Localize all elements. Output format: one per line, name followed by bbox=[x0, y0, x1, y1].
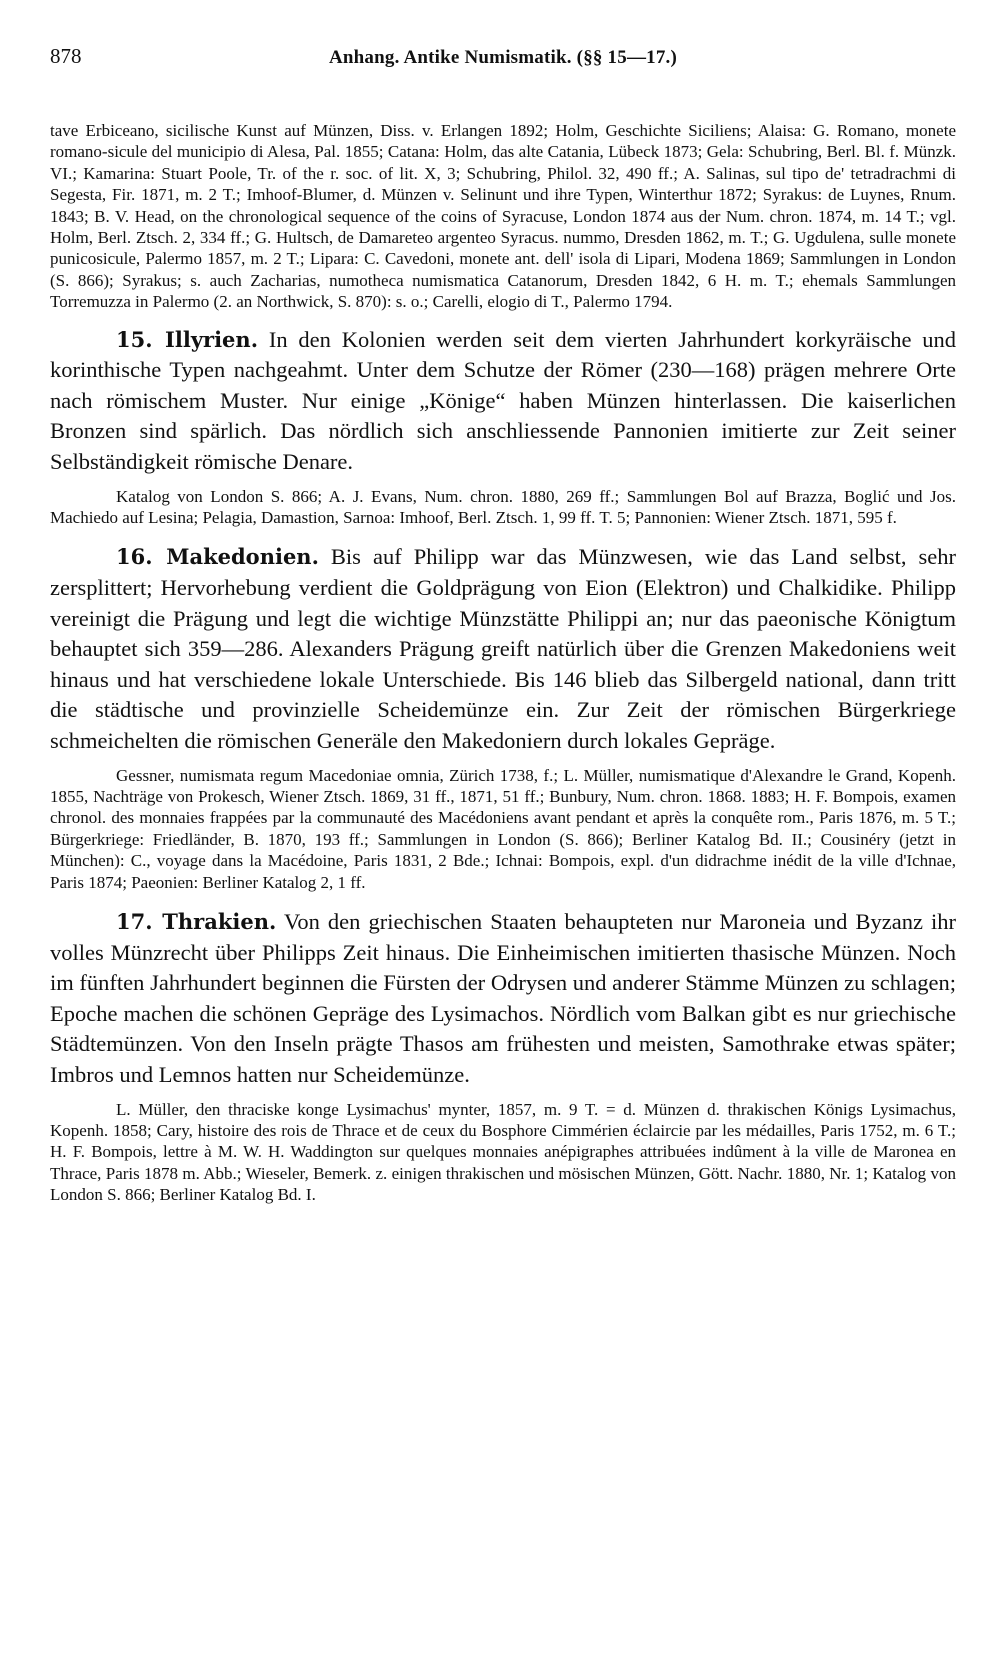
page-number: 878 bbox=[50, 44, 82, 68]
section-title: 16. Makedonien. bbox=[116, 544, 319, 570]
section-notes: Gessner, numismata regum Macedoniae omnia, Zürich 1738, f.; L. Müller, numismatique d'Alexandre le Grand, Kopenh. 1855, Nachträge von Prokesch, Wiener Ztsch. 1869, 31 ff., 1871, 51 ff.; Bunbury, Num. chron. 1868. 1883; H. F. Bompois, examen chronol. des monnaies frappées par la communauté des Macédoniens avant pendant et après la conquête rom., Paris 1876, m. 5 T.; Bürgerkriege: Friedländer, B. 1870, 193 ff.; Sammlungen in London (S. 866); Berliner Katalog Bd. II.; Cousinéry (jetzt in München): C., voyage dans la Macédoine, Paris 1831, 2 Bde.; Ichnai: Bompois, expl. d'un didrachme inédit de la ville d'Ichnae, Paris 1874; Paeonien: Berliner Katalog 2, 1 ff. bbox=[50, 765, 956, 892]
section-text: In den Kolonien werden seit dem vierten Jahrhundert korkyräische und korinthische Typen nachgeahmt. Unter dem Schutze der Römer (230—168) prägen mehrere Orte nach römischem Muster. Nur einige „Könige“ haben Münzen hinterlassen. Die kaiserlichen Bronzen sind spärlich. Das nördlich sich anschliessende Pannonien imitierte zur Zeit seiner Selbständigkeit römische Denare. bbox=[50, 326, 957, 475]
section-paragraph bbox=[50, 325, 956, 478]
section-text: Von den griechischen Staaten behaupteten nur Maroneia und Byzanz ihr volles Münzrecht über Philipps Zeit hinaus. Die Einheimischen imitierten thasische Münzen. Noch im fünften Jahrhundert beginnen die Fürsten der Odrysen und anderer Stämme Münzen zu schlagen; Epoche machen die schönen Gepräge des Lysimachos. Nördlich vom Balkan gibt es nur griechische Städtemünzen. Von den Inseln prägte Thasos am frühesten und meisten, Samothrake etwas später; Imbros und Lemnos hatten nur Scheidemünze. bbox=[50, 909, 956, 1087]
page-header bbox=[50, 44, 956, 84]
section-paragraph bbox=[50, 907, 956, 1091]
section-title: 15. Illyrien. bbox=[116, 326, 259, 352]
running-title: Anhang. Antike Numismatik. (§§ 15—17.) bbox=[328, 47, 678, 68]
section-text: Bis auf Philipp war das Münzwesen, wie das Land selbst, sehr zersplittert; Hervorhebung verdient die Goldprägung von Eion (Elektron) und Chalkidike. Philipp vereinigt die Prägung und legt die wichtige Münzstätte Philippi an; nur das paeonische Königtum behauptet sich 359—286. Alexanders Prägung greift natürlich über die Grenzen Makedoniens weit hinaus und hat verschiedene lokale Unterschiede. Bis 146 blieb das Silbergeld national, dann tritt die städtische und provinzielle Scheidemünze ein. Zur Zeit der römischen Bürgerkriege schmeichelten die römischen Generäle den Makedoniern durch lokales Gepräge. bbox=[50, 544, 957, 753]
section-notes: L. Müller, den thraciske konge Lysimachus' mynter, 1857, m. 9 T. = d. Münzen d. thrakischen Königs Lysimachus, Kopenh. 1858; Cary, histoire des rois de Thrace et de ceux du Bosphore Cimmérien éclaircie par les médailles, Paris 1752, m. 6 T.; H. F. Bompois, lettre à M. W. H. Waddington sur quelques monnaies anépigraphes attribuées indûment à la ville de Maronea en Thrace, Paris 1878 m. Abb.; Wieseler, Bemerk. z. einigen thrakischen und mösischen Münzen, Gött. Nachr. 1880, Nr. 1; Katalog von London S. 866; Berliner Katalog Bd. I. bbox=[50, 1099, 956, 1205]
top-references: tave Erbiceano, sicilische Kunst auf Münzen, Diss. v. Erlangen 1892; Holm, Geschichte Siciliens; Alaisa: G. Romano, monete romano-sicule del municipio di Alesa, Pal. 1855; Catana: Holm, das alte Catania, Lübeck 1873; Gela: Schubring, Berl. Bl. f. Münzk. VI.; Kamarina: Stuart Poole, Tr. of the r. soc. of lit. X, 3; Schubring, Philol. 32, 490 ff.; A. Salinas, sul tipo de' tetradrachmi di Segesta, Fir. 1871, m. 2 T.; Imhoof-Blumer, d. Münzen v. Selinunt und ihre Typen, Winterthur 1872; Syrakus: de Luynes, Rnum. 1843; B. V. Head, on the chronological sequence of the coins of Syracuse, London 1874 aus der Num. chron. 1874, m. 14 T.; vgl. Holm, Berl. Ztsch. 2, 334 ff.; G. Hultsch, de Damareteo argenteo Syracus. nummo, Dresden 1862, m. T.; G. Ugdulena, sulle monete punicosicule, Palermo 1857, m. 2 T.; Lipara: C. Cavedoni, monete ant. dell' isola di Lipari, Modena 1869; Sammlungen in London (S. 866); Syrakus; s. auch Zacharias, numotheca numismatica Catanorum, Dresden 1842, 6 H. m. T.; ehemals Sammlungen Torremuzza in Palermo (2. an Northwick, S. 870): s. o.; Carelli, elogio di T., Palermo 1794. bbox=[50, 121, 956, 312]
section-paragraph bbox=[50, 542, 956, 756]
section-title: 17. Thrakien. bbox=[116, 909, 277, 935]
section-thrakien bbox=[50, 907, 956, 1206]
section-notes: Katalog von London S. 866; A. J. Evans, Num. chron. 1880, 269 ff.; Sammlungen Bol auf Brazza, Boglić und Jos. Machiedo auf Lesina; Pelagia, Damastion, Sarnoa: Imhoof, Berl. Ztsch. 1, 99 ff. T. 5; Pannonien: Wiener Ztsch. 1871, 595 f. bbox=[50, 486, 956, 528]
section-makedonien bbox=[50, 542, 956, 893]
section-illyrien bbox=[50, 325, 956, 529]
page bbox=[50, 44, 956, 1206]
